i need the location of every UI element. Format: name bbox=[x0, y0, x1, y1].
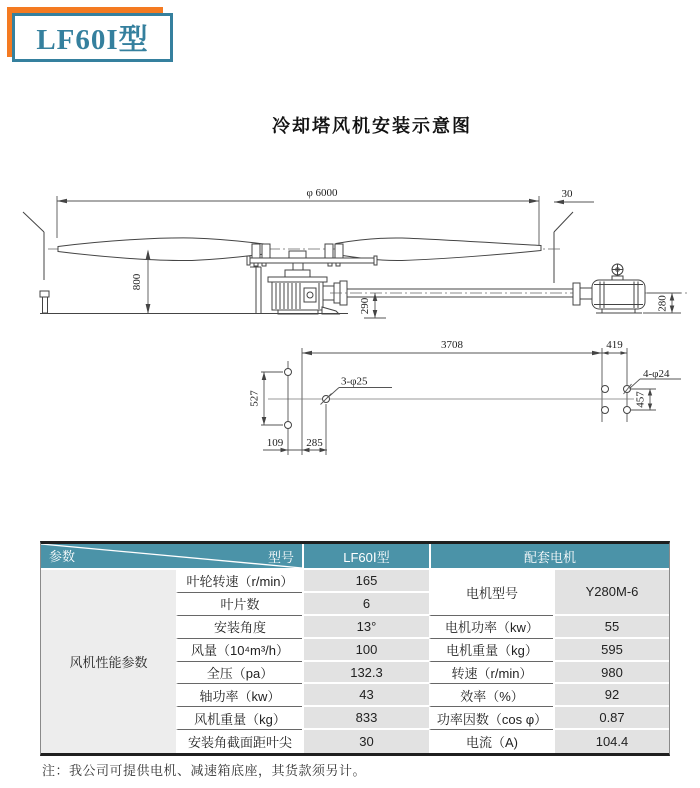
motor-param-name: 转速（r/min） bbox=[429, 662, 553, 685]
motor-model-label: 电机型号 bbox=[429, 570, 553, 616]
motor-param-value: 595 bbox=[553, 639, 669, 662]
fan-param-name: 叶轮转速（r/min） bbox=[176, 570, 302, 593]
svg-text:3708: 3708 bbox=[441, 339, 463, 351]
motor-param-value: 980 bbox=[553, 662, 669, 685]
model-badge bbox=[12, 13, 173, 62]
dim-30 bbox=[554, 188, 594, 283]
mounting-hole-layout bbox=[249, 339, 682, 455]
fan-param-value: 100 bbox=[302, 639, 429, 662]
lifting-eye-stem bbox=[612, 276, 623, 280]
fan-param-value: 6 bbox=[302, 593, 429, 616]
fan-param-name: 叶片数 bbox=[176, 593, 302, 616]
svg-text:280: 280 bbox=[656, 295, 669, 312]
motor-param-name: 电机功率（kw） bbox=[429, 616, 553, 639]
svg-text:φ 6000: φ 6000 bbox=[306, 187, 338, 199]
motor-model-value: Y280M-6 bbox=[553, 570, 669, 616]
svg-text:4-φ24: 4-φ24 bbox=[643, 368, 670, 380]
svg-text:457: 457 bbox=[634, 391, 647, 408]
fan-param-name: 风量（10⁴m³/h） bbox=[176, 639, 302, 662]
fan-param-value: 43 bbox=[302, 684, 429, 707]
footnote: 注：我公司可提供电机、减速箱底座，其货款须另计。 bbox=[42, 763, 367, 778]
spec-table bbox=[40, 541, 670, 756]
motor-param-name: 功率因数（cos φ） bbox=[429, 707, 553, 730]
motor-param-value: 92 bbox=[553, 684, 669, 707]
diagonal-divider bbox=[41, 544, 302, 568]
header-model-label: 型号 bbox=[267, 550, 294, 565]
fan-param-name: 轴功率（kw） bbox=[176, 684, 302, 707]
header-param-label: 参数 bbox=[49, 549, 76, 564]
fan-param-value: 30 bbox=[302, 730, 429, 753]
fan-param-value: 13° bbox=[302, 616, 429, 639]
svg-text:419: 419 bbox=[606, 339, 623, 351]
dim-diameter-6000 bbox=[57, 187, 539, 245]
svg-text:30: 30 bbox=[561, 188, 573, 200]
motor-param-name: 效率（%） bbox=[429, 684, 553, 707]
motor-param-name: 电流（A) bbox=[429, 730, 553, 753]
motor-param-value: 0.87 bbox=[553, 707, 669, 730]
fan-param-name: 全压（pa） bbox=[176, 662, 302, 685]
motor-param-value: 104.4 bbox=[553, 730, 669, 753]
svg-text:800: 800 bbox=[131, 273, 143, 291]
fan-param-value: 165 bbox=[302, 570, 429, 593]
gearbox bbox=[250, 267, 347, 314]
fan-blade-left bbox=[58, 238, 264, 261]
table-header-diagonal bbox=[41, 544, 302, 570]
fan-param-value: 132.3 bbox=[302, 662, 429, 685]
fan-param-name: 安装角度 bbox=[176, 616, 302, 639]
header-motor-column: 配套电机 bbox=[429, 544, 669, 570]
svg-text:109: 109 bbox=[266, 437, 284, 449]
svg-text:527: 527 bbox=[248, 390, 261, 407]
motor-param-value: 55 bbox=[553, 616, 669, 639]
header-model-column: LF60Ⅰ型 bbox=[302, 544, 429, 570]
fan-param-value: 833 bbox=[302, 707, 429, 730]
motor bbox=[573, 264, 645, 314]
dim-280 bbox=[643, 293, 681, 313]
fan-blade-right bbox=[336, 238, 541, 261]
svg-text:285: 285 bbox=[306, 437, 323, 449]
fan-category-cell: 风机性能参数 bbox=[41, 570, 176, 753]
fan-param-name: 风机重量（kg） bbox=[176, 707, 302, 730]
motor-param-name: 电机重量（kg） bbox=[429, 639, 553, 662]
model-badge-label: LF60I型 bbox=[36, 24, 149, 56]
page-title: 冷却塔风机安装示意图 bbox=[272, 116, 472, 136]
svg-text:3-φ25: 3-φ25 bbox=[341, 375, 368, 388]
fan-param-name: 安装角截面距叶尖 bbox=[176, 730, 302, 753]
installation-drawing bbox=[0, 150, 700, 462]
svg-text:290: 290 bbox=[359, 297, 371, 315]
